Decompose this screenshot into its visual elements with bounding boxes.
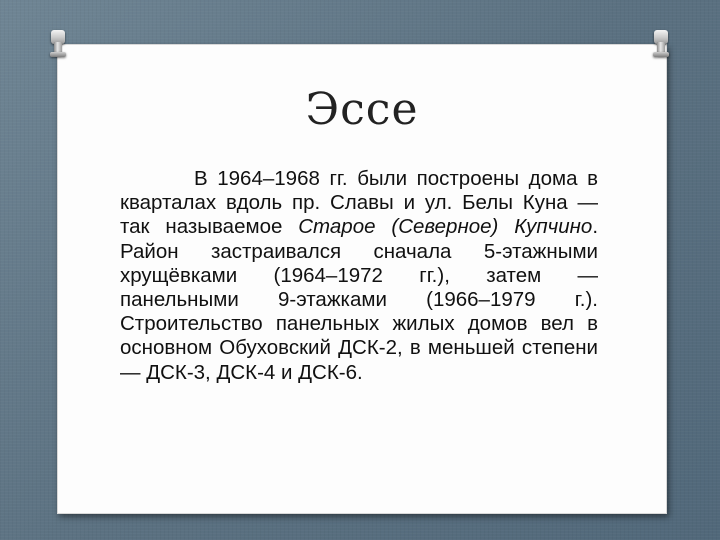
- pushpin-base: [50, 52, 66, 57]
- pushpin-base: [653, 52, 669, 57]
- slide-body-paragraph: [120, 167, 598, 385]
- pushpin-left-icon: [48, 30, 68, 58]
- slide-title: Эссе: [305, 84, 419, 135]
- pushpin-right-icon: [651, 30, 671, 58]
- paragraph-text-end: . Район застраивался сначала 5-этажными хрущёвками (1964–1972 гг.), затем — панельными 9-этажками (1966–1979 г.). Строительство панельных жилых домов вел в основном Обуховский ДСК-2, в меньшей степени — ДСК-3, ДСК-4 и ДСК-6.: [120, 215, 599, 384]
- paragraph-text-start: В 1964–1968 гг. были построены дома в кварталах вдоль пр. Славы и ул. Белы Куна — так называемое: [120, 167, 598, 239]
- paragraph-italic-name: Старое (Северное) Купчино: [298, 215, 593, 239]
